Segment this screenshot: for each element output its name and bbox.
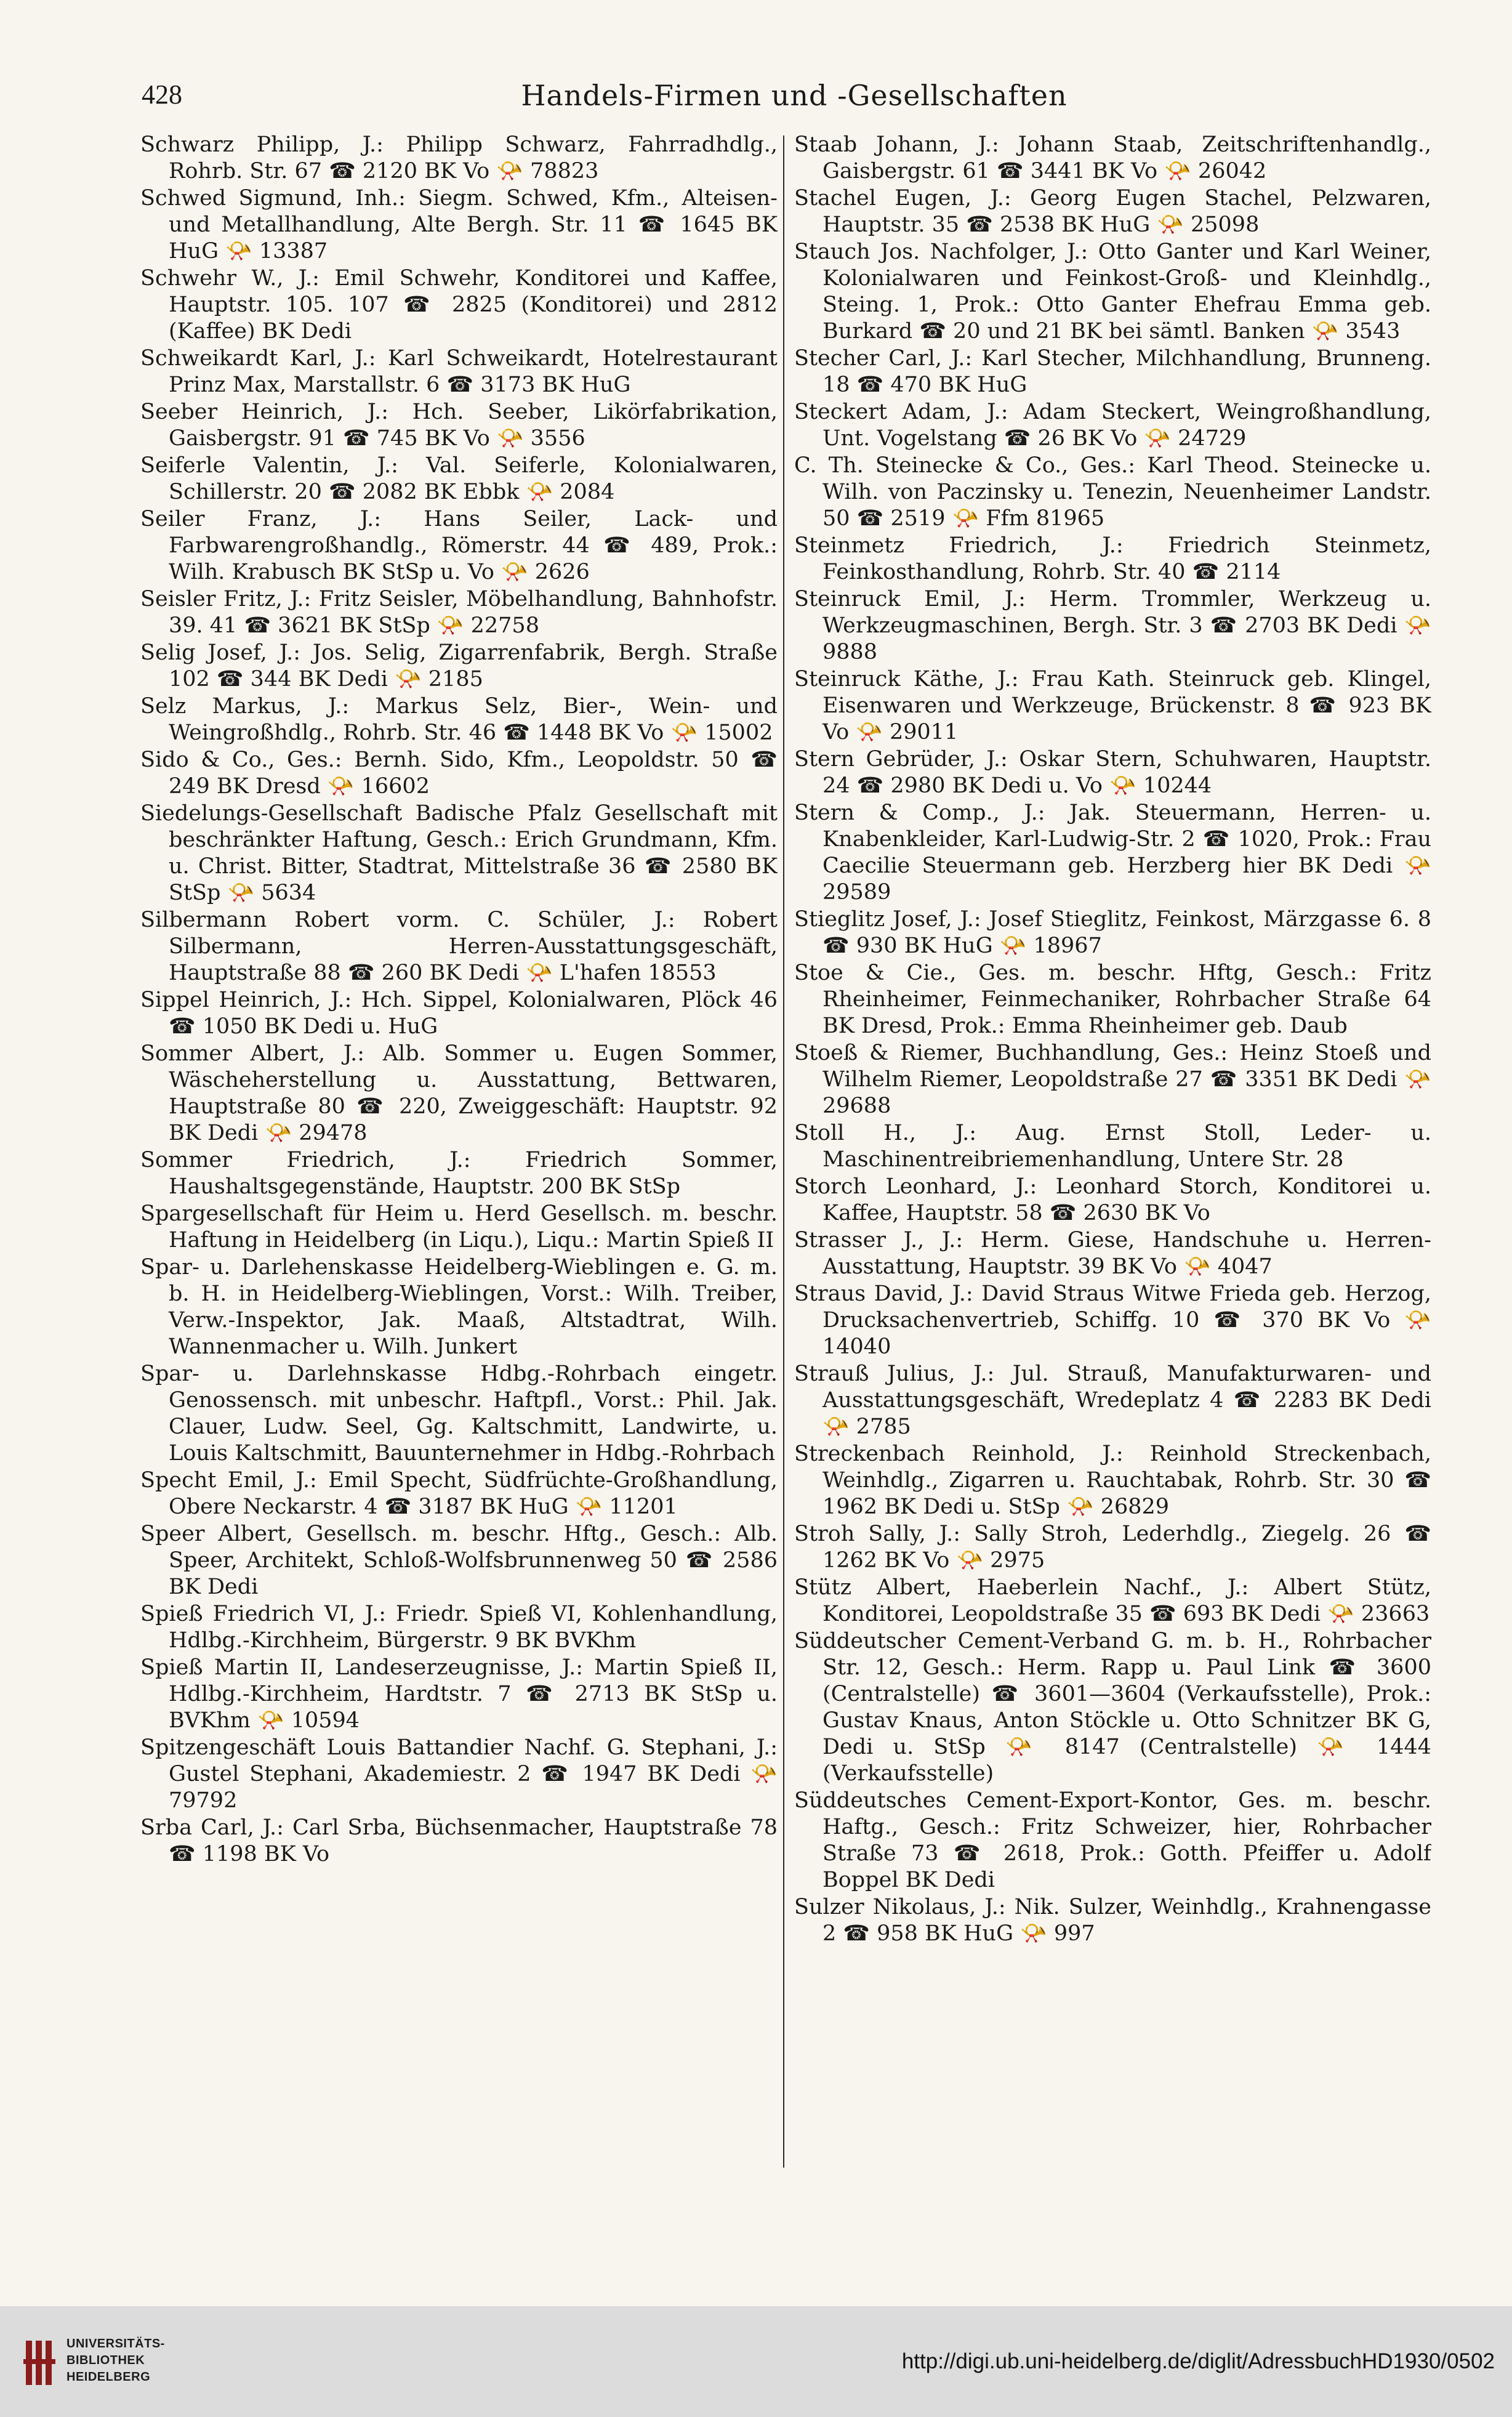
directory-entry: C. Th. Steinecke & Co., Ges.: Karl Theod. Steinecke u. Wilh. von Paczinsky u. Tenezin, Neuenheimer Landstr. 50 ☎ 2519 📯 Ffm 81965: [794, 453, 1431, 531]
directory-entry: Stachel Eugen, J.: Georg Eugen Stachel, Pelzwaren, Hauptstr. 35 ☎ 2538 BK HuG 📯 25098: [794, 186, 1431, 237]
directory-entry: Schwehr W., J.: Emil Schwehr, Konditorei und Kaffee, Hauptstr. 105. 107 ☎ 2825 (Konditorei) und 2812 (Kaffee) BK Dedi: [140, 266, 778, 344]
directory-entry: Spar- u. Darlehnskasse Hdbg.-Rohrbach eingetr. Genossensch. mit unbeschr. Haftpfl., Vorst.: Phil. Jak. Clauer, Ludw. Seel, Gg. Kaltschmitt, Landwirte, u. Louis Kaltschmitt, Bauunternehmer in Hdbg.-Rohrbach: [140, 1362, 778, 1466]
directory-entry: Stoe & Cie., Ges. m. beschr. Hftg, Gesch.: Fritz Rheinheimer, Feinmechaniker, Rohrbacher Straße 64 BK Dresd, Prok.: Emma Rheinheimer geb. Daub: [794, 961, 1431, 1038]
directory-entry: Straus David, J.: David Straus Witwe Frieda geb. Herzog, Drucksachenvertrieb, Schiffg. 10 ☎ 370 BK Vo 📯 14040: [794, 1281, 1431, 1359]
footer-bar: [0, 2306, 1512, 2417]
directory-entry: Sommer Albert, J.: Alb. Sommer u. Eugen Sommer, Wäscheherstellung u. Ausstattung, Bettwaren, Hauptstraße 80 ☎ 220, Zweiggeschäft: Hauptstr. 92 BK Dedi 📯 29478: [140, 1041, 778, 1145]
directory-entry: Sippel Heinrich, J.: Hch. Sippel, Kolonialwaren, Plöck 46 ☎ 1050 BK Dedi u. HuG: [140, 988, 778, 1039]
directory-entry: Süddeutsches Cement-Export-Kontor, Ges. m. beschr. Haftg., Gesch.: Fritz Schweizer, hier, Rohrbacher Straße 73 ☎ 2618, Prok.: Gotth. Pfeiffer u. Adolf Boppel BK Dedi: [794, 1788, 1431, 1892]
page-title: Handels-Firmen und -Gesellschaften: [521, 79, 1068, 112]
directory-entry: Silbermann Robert vorm. C. Schüler, J.: Robert Silbermann, Herren-Ausstattungsgeschäft, Hauptstraße 88 ☎ 260 BK Dedi 📯 L'hafen 18553: [140, 908, 778, 985]
directory-entry: Stroh Sally, J.: Sally Stroh, Lederhdlg., Ziegelg. 26 ☎ 1262 BK Vo 📯 2975: [794, 1522, 1431, 1573]
column-divider: [783, 135, 784, 2168]
university-library-logo-icon: [21, 2338, 58, 2387]
directory-entry: Staab Johann, J.: Johann Staab, Zeitschriftenhandlg., Gaisbergstr. 61 ☎ 3441 BK Vo 📯 26042: [794, 132, 1431, 184]
library-name-line: HEIDELBERG: [66, 2370, 151, 2384]
directory-entry: Steinmetz Friedrich, J.: Friedrich Steinmetz, Feinkosthandlung, Rohrb. Str. 40 ☎ 2114: [794, 533, 1431, 584]
directory-entry: Streckenbach Reinhold, J.: Reinhold Streckenbach, Weinhdlg., Zigarren u. Rauchtabak, Rohrb. Str. 30 ☎ 1962 BK Dedi u. StSp 📯 26829: [794, 1442, 1431, 1519]
directory-entry: Spar- u. Darlehenskasse Heidelberg-Wieblingen e. G. m. b. H. in Heidelberg-Wieblingen, Vorst.: Wilh. Treiber, Verw.-Inspektor, Jak. Maaß, Altstadtrat, Wilh. Wannenmacher u. Wilh. Junkert: [140, 1255, 778, 1359]
directory-entry: Selig Josef, J.: Jos. Selig, Zigarrenfabrik, Bergh. Straße 102 ☎ 344 BK Dedi 📯 2185: [140, 640, 778, 692]
directory-entry: Stieglitz Josef, J.: Josef Stieglitz, Feinkost, Märzgasse 6. 8 ☎ 930 BK HuG 📯 18967: [794, 907, 1431, 958]
directory-entry: Storch Leonhard, J.: Leonhard Storch, Konditorei u. Kaffee, Hauptstr. 58 ☎ 2630 BK Vo: [794, 1174, 1431, 1225]
directory-entry: Stoll H., J.: Aug. Ernst Stoll, Leder- u. Maschinentreibriemenhandlung, Untere Str. 28: [794, 1121, 1431, 1172]
directory-entry: Specht Emil, J.: Emil Specht, Südfrüchte-Großhandlung, Obere Neckarstr. 4 ☎ 3187 BK HuG 📯 11201: [140, 1468, 778, 1519]
directory-entry: Stauch Jos. Nachfolger, J.: Otto Ganter und Karl Weiner, Kolonialwaren und Feinkost-Groß- und Kleinhdlg., Steing. 1, Prok.: Otto Ganter Ehefrau Emma geb. Burkard ☎ 20 und 21 BK bei sämtl. Banken 📯 3543: [794, 240, 1431, 344]
directory-entry: Schwed Sigmund, Inh.: Siegm. Schwed, Kfm., Alteisen- und Metallhandlung, Alte Bergh. Str. 11 ☎ 1645 BK HuG 📯 13387: [140, 186, 778, 264]
directory-entry: Seiferle Valentin, J.: Val. Seiferle, Kolonialwaren, Schillerstr. 20 ☎ 2082 BK Ebbk 📯 2084: [140, 453, 778, 504]
directory-entry: Selz Markus, J.: Markus Selz, Bier-, Wein- und Weingroßhdlg., Rohrb. Str. 46 ☎ 1448 BK Vo 📯 15002: [140, 694, 778, 745]
directory-entry: Schwarz Philipp, J.: Philipp Schwarz, Fahrradhdlg., Rohrb. Str. 67 ☎ 2120 BK Vo 📯 78823: [140, 132, 778, 184]
directory-entry: Süddeutscher Cement-Verband G. m. b. H., Rohrbacher Str. 12, Gesch.: Herm. Rapp u. Paul Link ☎ 3600 (Centralstelle) ☎ 3601—3604 (Verkaufsstelle), Prok.: Gustav Knaus, Anton Stöckle u. Otto Schnitzer BK G, Dedi u. StSp 📯 8147 (Centralstelle) 📯 1444 (Verkaufsstelle): [794, 1629, 1431, 1786]
directory-entry: Spieß Martin II, Landeserzeugnisse, J.: Martin Spieß II, Hdlbg.-Kirchheim, Hardtstr. 7 ☎ 2713 BK StSp u. BVKhm 📯 10594: [140, 1655, 778, 1733]
directory-entry: Seeber Heinrich, J.: Hch. Seeber, Likörfabrikation, Gaisbergstr. 91 ☎ 745 BK Vo 📯 3556: [140, 400, 778, 451]
directory-entry: Schweikardt Karl, J.: Karl Schweikardt, Hotelrestaurant Prinz Max, Marstallstr. 6 ☎ 3173 BK HuG: [140, 346, 778, 397]
directory-entry: Seiler Franz, J.: Hans Seiler, Lack- und Farbwarengroßhandlg., Römerstr. 44 ☎ 489, Prok.: Wilh. Krabusch BK StSp u. Vo 📯 2626: [140, 507, 778, 584]
directory-entry: Sulzer Nikolaus, J.: Nik. Sulzer, Weinhdlg., Krahnengasse 2 ☎ 958 BK HuG 📯 997: [794, 1895, 1431, 1946]
directory-entry: Strauß Julius, J.: Jul. Strauß, Manufakturwaren- und Ausstattungsgeschäft, Wredeplatz 4 ☎ 2283 BK Dedi 📯 2785: [794, 1362, 1431, 1439]
directory-entry: Steinruck Käthe, J.: Frau Kath. Steinruck geb. Klingel, Eisenwaren und Werkzeuge, Brückenstr. 8 ☎ 923 BK Vo 📯 29011: [794, 667, 1431, 744]
library-name-line: UNIVERSITÄTS-: [66, 2337, 165, 2350]
directory-entry: Steinruck Emil, J.: Herm. Trommler, Werkzeug u. Werkzeugmaschinen, Bergh. Str. 3 ☎ 2703 BK Dedi 📯 9888: [794, 587, 1431, 664]
directory-entry: Stern & Comp., J.: Jak. Steuermann, Herren- u. Knabenkleider, Karl-Ludwig-Str. 2 ☎ 1020, Prok.: Frau Caecilie Steuermann geb. Herzberg hier BK Dedi 📯 29589: [794, 801, 1431, 905]
directory-entry: Speer Albert, Gesellsch. m. beschr. Hftg., Gesch.: Alb. Speer, Architekt, Schloß-Wolfsbrunnenweg 50 ☎ 2586 BK Dedi: [140, 1522, 778, 1599]
directory-entry: Stütz Albert, Haeberlein Nachf., J.: Albert Stütz, Konditorei, Leopoldstraße 35 ☎ 693 BK Dedi 📯 23663: [794, 1575, 1431, 1626]
right-column: [794, 132, 1431, 2183]
library-name-line: BIBLIOTHEK: [66, 2354, 145, 2367]
directory-entry: Stern Gebrüder, J.: Oskar Stern, Schuhwaren, Hauptstr. 24 ☎ 2980 BK Dedi u. Vo 📯 10244: [794, 747, 1431, 798]
directory-entry: Spitzengeschäft Louis Battandier Nachf. G. Stephani, J.: Gustel Stephani, Akademiestr. 2 ☎ 1947 BK Dedi 📯 79792: [140, 1735, 778, 1813]
directory-entry: Stoeß & Riemer, Buchhandlung, Ges.: Heinz Stoeß und Wilhelm Riemer, Leopoldstraße 27 ☎ 3351 BK Dedi 📯 29688: [794, 1041, 1431, 1118]
directory-entry: Sido & Co., Ges.: Bernh. Sido, Kfm., Leopoldstr. 50 ☎ 249 BK Dresd 📯 16602: [140, 748, 778, 799]
directory-entry: Siedelungs-Gesellschaft Badische Pfalz Gesellschaft mit beschränkter Haftung, Gesch.: Erich Grundmann, Kfm. u. Christ. Bitter, Stadtrat, Mittelstraße 36 ☎ 2580 BK StSp 📯 5634: [140, 801, 778, 905]
directory-entry: Steckert Adam, J.: Adam Steckert, Weingroßhandlung, Unt. Vogelstang ☎ 26 BK Vo 📯 24729: [794, 400, 1431, 451]
library-name: [66, 2336, 165, 2386]
directory-entry: Srba Carl, J.: Carl Srba, Büchsenmacher, Hauptstraße 78 ☎ 1198 BK Vo: [140, 1815, 778, 1866]
directory-entry: Stecher Carl, J.: Karl Stecher, Milchhandlung, Brunneng. 18 ☎ 470 BK HuG: [794, 346, 1431, 397]
left-column: [140, 132, 778, 2183]
page-number: 428: [142, 79, 182, 110]
directory-entry: Strasser J., J.: Herm. Giese, Handschuhe u. Herren-Ausstattung, Hauptstr. 39 BK Vo 📯 4047: [794, 1228, 1431, 1279]
directory-entry: Spargesellschaft für Heim u. Herd Gesellsch. m. beschr. Haftung in Heidelberg (in Liqu.), Liqu.: Martin Spieß II: [140, 1201, 778, 1253]
directory-entry: Seisler Fritz, J.: Fritz Seisler, Möbelhandlung, Bahnhofstr. 39. 41 ☎ 3621 BK StSp 📯 22758: [140, 587, 778, 638]
source-url-link[interactable]: http://digi.ub.uni-heidelberg.de/diglit/AdressbuchHD1930/0502: [901, 2349, 1495, 2373]
directory-entry: Spieß Friedrich VI, J.: Friedr. Spieß VI, Kohlenhandlung, Hdlbg.-Kirchheim, Bürgerstr. 9 BK BVKhm: [140, 1602, 778, 1653]
page-header: [142, 79, 1447, 122]
directory-entry: Sommer Friedrich, J.: Friedrich Sommer, Haushaltsgegenstände, Hauptstr. 200 BK StSp: [140, 1148, 778, 1199]
